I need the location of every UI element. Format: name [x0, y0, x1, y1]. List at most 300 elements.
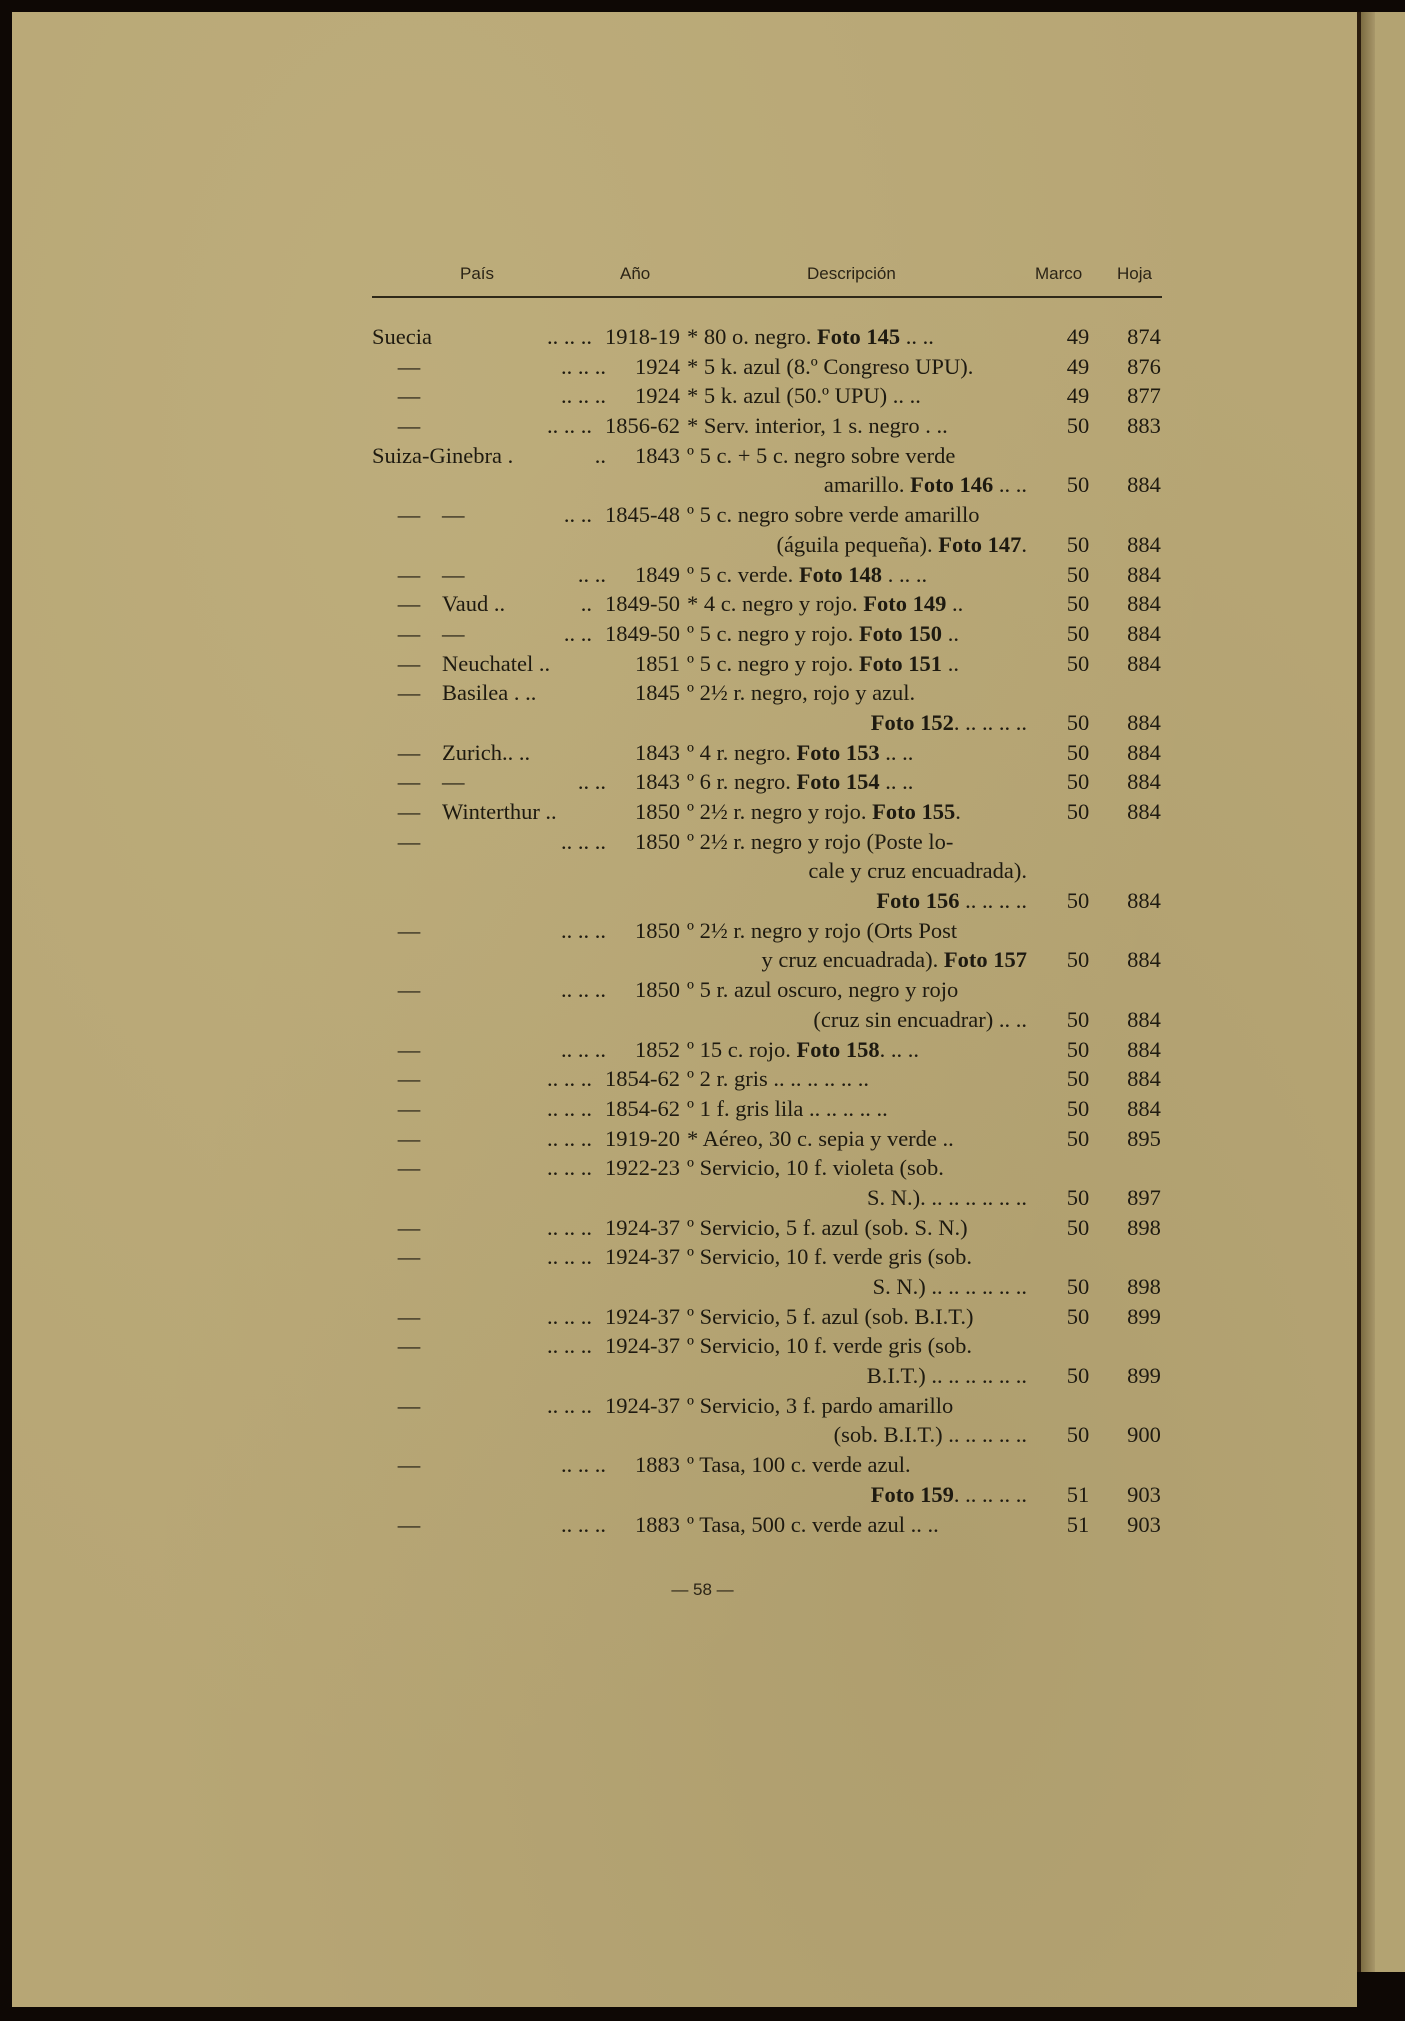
description — [687, 1302, 974, 1332]
table-row — [0, 381, 1405, 411]
description — [687, 1035, 919, 1065]
sub-region: — — [442, 561, 465, 587]
year: 1854-62 — [605, 1066, 680, 1092]
description — [687, 975, 958, 1005]
description-text: cale y cruz encuadrada). — [808, 858, 1027, 884]
table-row — [0, 352, 1405, 382]
year: 1845-48 — [605, 502, 680, 528]
ditto-dash: — — [397, 1155, 421, 1181]
marco-value: 50 — [1066, 769, 1090, 795]
description-text: º 4 r. negro. — [687, 739, 797, 765]
marco-value: 51 — [1066, 1511, 1090, 1537]
leader-dots: .. .. .. — [547, 1303, 592, 1329]
leader-dots: .. .. — [563, 502, 592, 528]
hoja-value: 884 — [1127, 769, 1161, 795]
marco-value: 50 — [1066, 591, 1090, 617]
description — [834, 1420, 1027, 1450]
table-row — [0, 1242, 1405, 1272]
hoja-value: 884 — [1127, 799, 1161, 824]
year: 1924-37 — [605, 1214, 680, 1240]
table-row — [0, 916, 1405, 946]
leader-dots: .. .. .. — [547, 1155, 592, 1181]
leader-dots: .. .. .. — [561, 1452, 606, 1478]
leader-dots: .. .. .. — [547, 1214, 592, 1240]
table-row — [0, 619, 1405, 649]
photo-reference: Foto 147 — [938, 531, 1022, 557]
description — [808, 856, 1027, 886]
ditto-dash: — — [397, 620, 421, 646]
ditto-dash: — — [397, 828, 421, 854]
year: 1849 — [635, 561, 680, 587]
marco-value: 50 — [1066, 1303, 1090, 1329]
table-row — [0, 500, 1405, 530]
description — [687, 1331, 972, 1361]
leader-dots: .. .. .. — [547, 1066, 592, 1092]
year: 1883 — [635, 1511, 680, 1537]
year: 1843 — [635, 769, 680, 795]
hoja-value: 884 — [1127, 1006, 1161, 1032]
table-row — [0, 1153, 1405, 1183]
table-row — [0, 1213, 1405, 1243]
sub-region: Zurich.. .. — [442, 739, 531, 765]
photo-reference: Foto 157 — [943, 947, 1027, 973]
table-row — [0, 1510, 1405, 1540]
marco-value: 50 — [1066, 1214, 1090, 1240]
ditto-dash: — — [397, 1066, 421, 1092]
year: 1924 — [635, 383, 680, 409]
description-text: * Aéreo, 30 c. sepia y verde .. — [687, 1125, 954, 1151]
description — [687, 678, 915, 708]
year: 1851 — [635, 650, 680, 676]
description — [687, 1064, 869, 1094]
description-text: º 1 f. gris lila .. .. .. .. .. — [687, 1095, 888, 1121]
description-text: º Servicio, 10 f. violeta (sob. — [687, 1155, 944, 1181]
hoja-value: 884 — [1127, 620, 1161, 646]
description — [687, 441, 955, 471]
table-row — [0, 1124, 1405, 1154]
leader-dots: .. .. .. — [547, 1333, 592, 1359]
description-text: (sob. B.I.T.) .. .. .. .. .. — [833, 1422, 1027, 1448]
table-row-continuation — [0, 708, 1405, 738]
sub-region: Neuchatel .. — [442, 650, 551, 676]
description-text: º 2 r. gris .. .. .. .. .. .. — [687, 1066, 869, 1092]
marco-value: 50 — [1066, 1066, 1090, 1092]
marco-value: 50 — [1066, 561, 1090, 587]
photo-reference: Foto 152 — [870, 709, 954, 735]
year: 1924-37 — [605, 1244, 680, 1270]
marco-value: 50 — [1066, 1125, 1090, 1151]
hoja-value: 884 — [1127, 472, 1161, 498]
year: 1854-62 — [605, 1095, 680, 1121]
sub-region: Basilea . .. — [442, 680, 537, 706]
photo-reference: Foto 151 — [858, 650, 943, 676]
description-text: * 4 c. negro y rojo. — [687, 591, 864, 617]
hoja-value: 884 — [1127, 1066, 1161, 1092]
description — [687, 322, 934, 352]
table-body — [0, 322, 1405, 1539]
description-leader: .. .. — [879, 739, 914, 765]
table-row — [0, 560, 1405, 590]
description-text: º Servicio, 5 f. azul (sob. B.I.T.) — [687, 1303, 974, 1329]
description-text: º Servicio, 5 f. azul (sob. S. N.) — [687, 1214, 968, 1240]
marco-value: 49 — [1066, 383, 1090, 409]
description-text: º 5 c. verde. — [687, 561, 799, 587]
marco-value: 51 — [1066, 1481, 1090, 1507]
description-text: (águila pequeña). — [776, 531, 939, 557]
leader-dots: .. .. .. — [561, 977, 606, 1003]
country-name: Suecia — [372, 324, 432, 349]
ditto-dash: — — [397, 1452, 421, 1478]
year: 1845 — [635, 680, 680, 706]
description — [867, 1183, 1027, 1213]
ditto-dash: — — [397, 383, 421, 409]
description — [871, 1480, 1027, 1510]
header-descripcion: Descripción — [807, 264, 896, 283]
ditto-dash: — — [397, 1333, 421, 1359]
hoja-value: 876 — [1127, 353, 1161, 379]
description — [687, 381, 921, 411]
description-text: º 5 c. + 5 c. negro sobre verde — [687, 442, 956, 468]
description-text: y cruz encuadrada). — [761, 947, 944, 973]
description-leader: .. — [942, 650, 959, 676]
sub-region: — — [442, 769, 465, 795]
description-text: º 2½ r. negro, rojo y azul. — [687, 680, 916, 706]
marco-value: 50 — [1066, 739, 1090, 765]
year: 1856-62 — [605, 413, 680, 439]
leader-dots: .. — [594, 442, 606, 468]
leader-dots: .. .. .. — [561, 383, 606, 409]
ditto-dash: — — [397, 680, 421, 706]
description-text: º 2½ r. negro y rojo (Poste lo- — [687, 828, 954, 854]
photo-reference: Foto 146 — [910, 472, 994, 498]
table-row — [0, 797, 1405, 827]
description — [687, 1153, 944, 1183]
year: 1924-37 — [605, 1392, 680, 1418]
description-text: º 2½ r. negro y rojo (Orts Post — [687, 917, 958, 943]
table-row — [0, 1391, 1405, 1421]
description — [776, 530, 1027, 560]
ditto-dash: — — [397, 1095, 421, 1121]
leader-dots: .. .. .. — [561, 917, 606, 943]
ditto-dash: — — [397, 591, 421, 617]
page-number: — 58 — — [671, 1580, 734, 1599]
photo-reference: Foto 155 — [872, 799, 956, 824]
hoja-value: 903 — [1127, 1511, 1161, 1537]
marco-value: 49 — [1066, 353, 1090, 379]
marco-value: 50 — [1066, 413, 1090, 439]
description-leader: .. .. .. .. — [959, 888, 1027, 914]
year: 1922-23 — [605, 1155, 680, 1181]
description-text: º 2½ r. negro y rojo. — [687, 799, 873, 824]
table-row — [0, 411, 1405, 441]
header-rule — [372, 296, 1162, 298]
hoja-value: 884 — [1127, 709, 1161, 735]
marco-value: 50 — [1066, 1095, 1090, 1121]
sub-region: Winterthur .. — [442, 799, 557, 824]
sub-region: Vaud .. — [442, 591, 506, 617]
photo-reference: Foto 159 — [870, 1481, 954, 1507]
marco-value: 50 — [1066, 1274, 1090, 1299]
hoja-value: 900 — [1127, 1422, 1161, 1448]
table-row — [0, 767, 1405, 797]
description-text: * 5 k. azul (8.º Congreso UPU). — [687, 353, 974, 379]
description-leader: . .. .. .. .. — [953, 709, 1027, 735]
description — [687, 411, 948, 441]
sub-region: — — [442, 620, 465, 646]
header-hoja: Hoja — [1117, 264, 1152, 283]
hoja-value: 884 — [1127, 888, 1161, 914]
marco-value: 50 — [1066, 709, 1090, 735]
description — [813, 1005, 1027, 1035]
table-row — [0, 1064, 1405, 1094]
photo-reference: Foto 150 — [858, 620, 943, 646]
description-text: º Servicio, 10 f. verde gris (sob. — [687, 1333, 973, 1359]
leader-dots: .. .. — [577, 769, 606, 795]
description — [687, 1391, 953, 1421]
description-text: º Tasa, 500 c. verde azul .. .. — [687, 1511, 939, 1537]
description-text: º 6 r. negro. — [687, 769, 797, 795]
description — [867, 1361, 1027, 1391]
description — [871, 708, 1027, 738]
year: 1843 — [635, 739, 680, 765]
hoja-value: 898 — [1127, 1274, 1161, 1299]
description-leader: .. .. — [900, 324, 934, 349]
description — [824, 470, 1027, 500]
table-row — [0, 1094, 1405, 1124]
ditto-dash: — — [397, 977, 421, 1003]
table-row — [0, 1035, 1405, 1065]
ditto-dash: — — [397, 1392, 421, 1418]
ditto-dash: — — [397, 1303, 421, 1329]
table-row-continuation — [0, 945, 1405, 975]
table-row — [0, 1331, 1405, 1361]
header-ano: Año — [620, 264, 651, 283]
photo-reference: Foto 154 — [796, 769, 880, 795]
description — [687, 1124, 954, 1154]
photo-reference: Foto 149 — [863, 591, 947, 617]
ditto-dash: — — [397, 650, 421, 676]
description — [687, 352, 973, 382]
hoja-value: 884 — [1127, 591, 1161, 617]
table-row-continuation — [0, 1361, 1405, 1391]
description — [687, 500, 980, 530]
description — [687, 1450, 911, 1480]
year: 1852 — [635, 1036, 680, 1062]
table-header — [372, 264, 1162, 292]
leader-dots: .. .. .. — [547, 1125, 592, 1151]
description-leader: . .. .. .. .. — [953, 1481, 1027, 1507]
table-row-continuation — [0, 1183, 1405, 1213]
photo-reference: Foto 145 — [816, 324, 901, 349]
leader-dots: .. .. .. — [561, 353, 606, 379]
description-leader: . — [955, 799, 961, 824]
leader-dots: .. .. .. — [547, 1244, 592, 1270]
photo-reference: Foto 158 — [796, 1036, 880, 1062]
hoja-value: 884 — [1127, 561, 1161, 587]
ditto-dash: — — [397, 739, 421, 765]
description-leader: . — [1021, 531, 1027, 557]
table-row — [0, 975, 1405, 1005]
table-row-continuation — [0, 886, 1405, 916]
hoja-value: 895 — [1127, 1125, 1161, 1151]
description-text: * 5 k. azul (50.º UPU) .. .. — [687, 383, 921, 409]
description-text: º 5 r. azul oscuro, negro y rojo — [687, 977, 959, 1003]
leader-dots: .. .. .. — [561, 1036, 606, 1062]
hoja-value: 884 — [1127, 1095, 1161, 1121]
marco-value: 50 — [1066, 620, 1090, 646]
leader-dots: .. .. .. — [561, 828, 606, 854]
description-text: º 5 c. negro sobre verde amarillo — [687, 502, 980, 528]
marco-value: 50 — [1066, 472, 1090, 498]
description-leader: .. .. — [879, 769, 914, 795]
description-leader: .. — [942, 620, 959, 646]
description — [687, 827, 953, 857]
table-row — [0, 649, 1405, 679]
description — [687, 797, 961, 827]
hoja-value: 884 — [1127, 1036, 1161, 1062]
marco-value: 50 — [1066, 947, 1090, 973]
description — [687, 589, 963, 619]
description-text: º 5 c. negro y rojo. — [687, 650, 859, 676]
description-text: º Servicio, 10 f. verde gris (sob. — [687, 1244, 973, 1270]
description — [761, 945, 1027, 975]
table-row — [0, 441, 1405, 471]
description — [687, 916, 957, 946]
year: 1918-19 — [605, 324, 680, 349]
year: 1849-50 — [605, 591, 680, 617]
ditto-dash: — — [397, 1036, 421, 1062]
ditto-dash: — — [397, 561, 421, 587]
description — [687, 1213, 968, 1243]
ditto-dash: — — [397, 1244, 421, 1270]
photo-reference: Foto 148 — [798, 561, 883, 587]
description-text: * 80 o. negro. — [687, 324, 817, 349]
marco-value: 49 — [1066, 324, 1090, 349]
table-row — [0, 1302, 1405, 1332]
ditto-dash: — — [397, 1511, 421, 1537]
sub-region: — — [442, 502, 465, 528]
description-text: S. N.). .. .. .. .. .. .. — [866, 1184, 1027, 1210]
year: 1924-37 — [605, 1333, 680, 1359]
hoja-value: 884 — [1127, 531, 1161, 557]
hoja-value: 899 — [1127, 1303, 1161, 1329]
hoja-value: 884 — [1127, 650, 1161, 676]
description — [687, 619, 959, 649]
table-row — [0, 678, 1405, 708]
description-leader: . .. .. — [882, 561, 928, 587]
description — [687, 1510, 939, 1540]
table-row-continuation — [0, 1480, 1405, 1510]
year: 1883 — [635, 1452, 680, 1478]
leader-dots: .. .. .. — [547, 1392, 592, 1418]
marco-value: 50 — [1066, 1422, 1090, 1448]
marco-value: 50 — [1066, 799, 1090, 824]
description-text: º Tasa, 100 c. verde azul. — [687, 1452, 911, 1478]
leader-dots: .. .. — [577, 561, 606, 587]
description — [687, 738, 913, 768]
table-row — [0, 589, 1405, 619]
description-text: º Servicio, 3 f. pardo amarillo — [687, 1392, 954, 1418]
marco-value: 50 — [1066, 650, 1090, 676]
table-row-continuation — [0, 530, 1405, 560]
year: 1850 — [635, 917, 680, 943]
header-pais: País — [460, 264, 495, 283]
year: 1850 — [635, 977, 680, 1003]
leader-dots: .. .. .. — [547, 1095, 592, 1121]
description-text: º 5 c. negro y rojo. — [687, 620, 859, 646]
marco-value: 50 — [1066, 1363, 1090, 1389]
description-leader: . .. .. — [879, 1036, 919, 1062]
header-marco: Marco — [1035, 264, 1083, 283]
table-row-continuation — [0, 1272, 1405, 1302]
leader-dots: .. .. .. — [547, 324, 592, 349]
description-text: B.I.T.) .. .. .. .. .. .. — [866, 1363, 1027, 1389]
year: 1850 — [635, 828, 680, 854]
description — [873, 1272, 1027, 1302]
table-row-continuation — [0, 856, 1405, 886]
hoja-value: 884 — [1127, 739, 1161, 765]
year: 1849-50 — [605, 620, 680, 646]
description-text: (cruz sin encuadrar) .. .. — [813, 1006, 1027, 1032]
hoja-value: 898 — [1127, 1214, 1161, 1240]
description — [687, 1242, 972, 1272]
year: 1843 — [635, 442, 680, 468]
ditto-dash: — — [397, 1125, 421, 1151]
description-text: * Serv. interior, 1 s. negro . .. — [687, 413, 948, 439]
table-row-continuation — [0, 1005, 1405, 1035]
ditto-dash: — — [397, 917, 421, 943]
description — [687, 649, 959, 679]
description — [876, 886, 1027, 916]
hoja-value: 899 — [1127, 1363, 1161, 1389]
table-row — [0, 322, 1405, 352]
description-text: amarillo. — [823, 472, 911, 498]
leader-dots: .. .. — [563, 620, 592, 646]
hoja-value: 903 — [1127, 1481, 1161, 1507]
table-row — [0, 1450, 1405, 1480]
photo-reference: Foto 153 — [796, 739, 880, 765]
marco-value: 50 — [1066, 531, 1090, 557]
year: 1924-37 — [605, 1303, 680, 1329]
marco-value: 50 — [1066, 1006, 1090, 1032]
year: 1919-20 — [605, 1125, 680, 1151]
table-row — [0, 738, 1405, 768]
marco-value: 50 — [1066, 1036, 1090, 1062]
ditto-dash: — — [397, 1214, 421, 1240]
description — [687, 560, 927, 590]
hoja-value: 874 — [1127, 324, 1161, 349]
year: 1850 — [635, 799, 680, 824]
leader-dots: .. .. .. — [547, 413, 592, 439]
description-leader: .. .. — [993, 472, 1027, 498]
description-text: S. N.) .. .. .. .. .. .. — [872, 1274, 1027, 1299]
country-name: Suiza-Ginebra . — [372, 442, 514, 468]
hoja-value: 897 — [1127, 1184, 1161, 1210]
ditto-dash: — — [397, 353, 421, 379]
description — [687, 767, 913, 797]
description-leader: .. — [946, 591, 964, 617]
table-row-continuation — [0, 470, 1405, 500]
hoja-value: 884 — [1127, 947, 1161, 973]
description — [687, 1094, 888, 1124]
photo-reference: Foto 156 — [876, 888, 960, 914]
ditto-dash: — — [397, 799, 421, 824]
ditto-dash: — — [397, 502, 421, 528]
ditto-dash: — — [397, 413, 421, 439]
hoja-value: 883 — [1127, 413, 1161, 439]
leader-dots: .. — [580, 591, 592, 617]
table-row — [0, 827, 1405, 857]
